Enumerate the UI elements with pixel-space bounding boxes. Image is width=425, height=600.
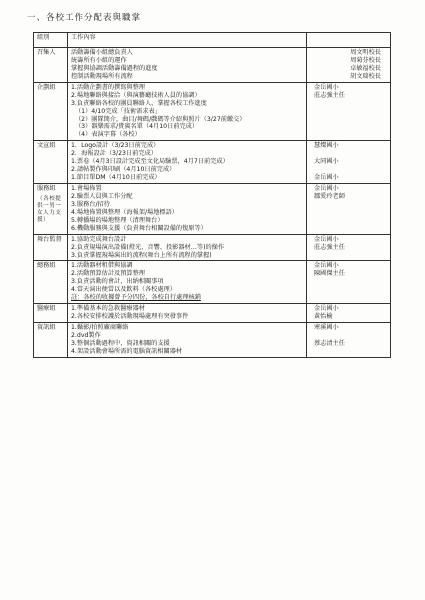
table-row bbox=[34, 261, 391, 304]
task-item: （4）表演字幕（各校） bbox=[75, 131, 141, 139]
owner-cell bbox=[307, 48, 391, 83]
owner-name: 卓敏福校長 bbox=[350, 64, 381, 72]
task-item: 2．海報設計（3/23日前完成） bbox=[71, 150, 157, 158]
task-item: 1.協助完成舞台設計 bbox=[71, 235, 127, 243]
owner-name: 慧燦國小 bbox=[314, 142, 339, 150]
task-item: 1．Logo設計（3/23日前完成） bbox=[71, 142, 160, 150]
duty-table bbox=[33, 32, 391, 358]
table-row bbox=[34, 323, 391, 358]
task-item: 4.當天演出便當以及飲料（各校處理） bbox=[71, 286, 176, 294]
group-cell bbox=[34, 48, 68, 83]
group-cell bbox=[34, 304, 68, 323]
table-row bbox=[34, 234, 391, 261]
group-name: 企劃組 bbox=[37, 83, 56, 91]
group-name: 資訊組 bbox=[37, 324, 56, 331]
table-row bbox=[34, 48, 391, 83]
task-item: 6.機動服務與支援（負責舞台相關設備的復原等） bbox=[71, 224, 207, 232]
section-heading: 一、各校工作分配表與職掌 bbox=[27, 13, 142, 23]
task-item: 5.轉播場的場地整理（清理舞台） bbox=[71, 216, 164, 224]
group-note: （各校提供一男一女人力支援） bbox=[37, 195, 62, 224]
work-cell bbox=[68, 82, 307, 141]
owner-name: 莊志強主任 bbox=[314, 91, 345, 99]
task-item: 3.負責聯絡各校的團員聯絡人，掌握各校工作進度 bbox=[71, 99, 207, 107]
task-item: （2）團隊簡介，曲目/舞碼/戲碼等介紹與照片（3/27前繳交） bbox=[75, 115, 246, 123]
task-item: 2.負責規場演出設備(燈光、音響、投影器材…等)的操作 bbox=[71, 243, 225, 251]
group-cell bbox=[34, 184, 68, 235]
owner-name: 金岳國小 bbox=[314, 185, 339, 192]
task-item: 掌握與協調活動籌備過程的進度 bbox=[71, 64, 158, 72]
table-row bbox=[34, 82, 391, 141]
task-item: 2.各校安排校護於活動現場處理有突發事件 bbox=[71, 313, 189, 321]
work-cell bbox=[68, 304, 307, 323]
task-item: 1.會場佈置 bbox=[71, 185, 102, 192]
task-item: 2.驗票人員與工作分配 bbox=[71, 192, 133, 200]
task-item: 1.活動器材租借與協調 bbox=[71, 262, 133, 270]
group-name: 文宣組 bbox=[37, 142, 56, 150]
header-group: 組別 bbox=[34, 33, 68, 48]
group-name: 醫療組 bbox=[37, 305, 56, 313]
task-item: 1.節目單DM（4月10日前完成） bbox=[71, 174, 161, 182]
owner-name: 周文明校長 bbox=[350, 49, 381, 56]
owner-name: 金岳國小 bbox=[314, 83, 339, 91]
task-item: 控制活動現場所有流程 bbox=[71, 72, 133, 80]
owner-name: 周菊芬校長 bbox=[350, 56, 381, 64]
work-cell bbox=[68, 48, 307, 83]
work-cell bbox=[68, 184, 307, 235]
owner-name: 金岳國小 bbox=[314, 174, 339, 182]
work-cell bbox=[68, 141, 307, 184]
task-item: 3.服務台/招待 bbox=[71, 200, 110, 208]
task-item: 2.請帖製作與印刷（4月10日前完成） bbox=[71, 166, 176, 174]
header-owner bbox=[307, 33, 391, 48]
task-item: （3）器樂需求/貴賓名單（4月10日前完成） bbox=[75, 123, 199, 131]
owner-name: 陳國傑主任 bbox=[314, 270, 345, 278]
task-item: 4.場地佈置與整理（海報架/場地標語） bbox=[71, 208, 178, 216]
owner-name: 胡文瑞校長 bbox=[350, 72, 381, 80]
owner-name: 金岳國小 bbox=[314, 305, 339, 313]
owner-name bbox=[310, 332, 387, 340]
owner-name bbox=[310, 150, 387, 158]
task-item: 4.架設活動會場所需的電腦資訊相關器材 bbox=[71, 347, 183, 355]
owner-name: 鄒愛玲老師 bbox=[314, 192, 345, 200]
owner-name: 大同國小 bbox=[314, 158, 339, 166]
owner-cell bbox=[307, 323, 391, 358]
group-cell bbox=[34, 234, 68, 261]
owner-cell bbox=[307, 261, 391, 304]
table-header-row bbox=[34, 33, 391, 48]
task-item: 活動籌備小組總負責人 bbox=[71, 49, 133, 56]
task-item: 1.攝影/拍照廠商聯絡 bbox=[71, 324, 129, 331]
owner-name: 蔡志清主任 bbox=[314, 339, 345, 347]
owner-name: 寒溪國小 bbox=[314, 324, 339, 331]
task-item: 2.場地聯絡與接洽（與演藝廳技術人員的協調） bbox=[71, 91, 201, 99]
task-item: 1.活動企劃書的撰寫與整理 bbox=[71, 83, 145, 91]
owner-name: 莊志強主任 bbox=[314, 243, 345, 251]
task-item: 1.票卷（4月3日設計完成至文化局驗票，4月7日前完成） bbox=[71, 158, 229, 166]
task-item: 3.負責活動的會計，出納相關事項 bbox=[71, 278, 164, 286]
owner-name: 金岳國小 bbox=[314, 235, 339, 243]
work-cell bbox=[68, 234, 307, 261]
group-cell bbox=[34, 141, 68, 184]
task-item: 1.準備基本的急救醫療器材 bbox=[71, 305, 145, 313]
group-name: 服務組 bbox=[37, 185, 56, 192]
header-work: 工作內容 bbox=[68, 33, 307, 48]
group-name: 舞台監督 bbox=[37, 235, 62, 243]
task-item: 2.活動預算估計及預算整理 bbox=[71, 270, 145, 278]
owner-cell bbox=[307, 82, 391, 141]
duty-table-body bbox=[34, 33, 391, 358]
table-row bbox=[34, 141, 391, 184]
work-cell bbox=[68, 323, 307, 358]
owner-name bbox=[310, 166, 387, 174]
owner-cell bbox=[307, 304, 391, 323]
owner-name: 黃怡榆 bbox=[314, 313, 333, 321]
owner-cell bbox=[307, 184, 391, 235]
table-row bbox=[34, 304, 391, 323]
group-cell bbox=[34, 82, 68, 141]
group-name: 總務組 bbox=[37, 262, 56, 270]
group-name: 召集人 bbox=[37, 49, 56, 56]
task-item: 3.負責掌握規場演出的流程(舞台上所有流程的掌握) bbox=[71, 251, 212, 259]
group-cell bbox=[34, 261, 68, 304]
group-cell bbox=[34, 323, 68, 358]
task-item: 3.整個活動過程中，資訊相關的支援 bbox=[71, 339, 170, 347]
work-cell bbox=[68, 261, 307, 304]
table-row bbox=[34, 184, 391, 235]
task-item: 統籌所有小組的運作 bbox=[71, 56, 127, 64]
task-item: 註：各校的收據曾予分四份，各校自行處理核銷 bbox=[71, 294, 201, 302]
owner-cell bbox=[307, 234, 391, 261]
task-item: （1）4/10完成「技術需求表」 bbox=[75, 107, 161, 115]
owner-name: 金岳國小 bbox=[314, 262, 339, 270]
owner-cell bbox=[307, 141, 391, 184]
task-item: 2.dvd製作 bbox=[71, 331, 101, 339]
